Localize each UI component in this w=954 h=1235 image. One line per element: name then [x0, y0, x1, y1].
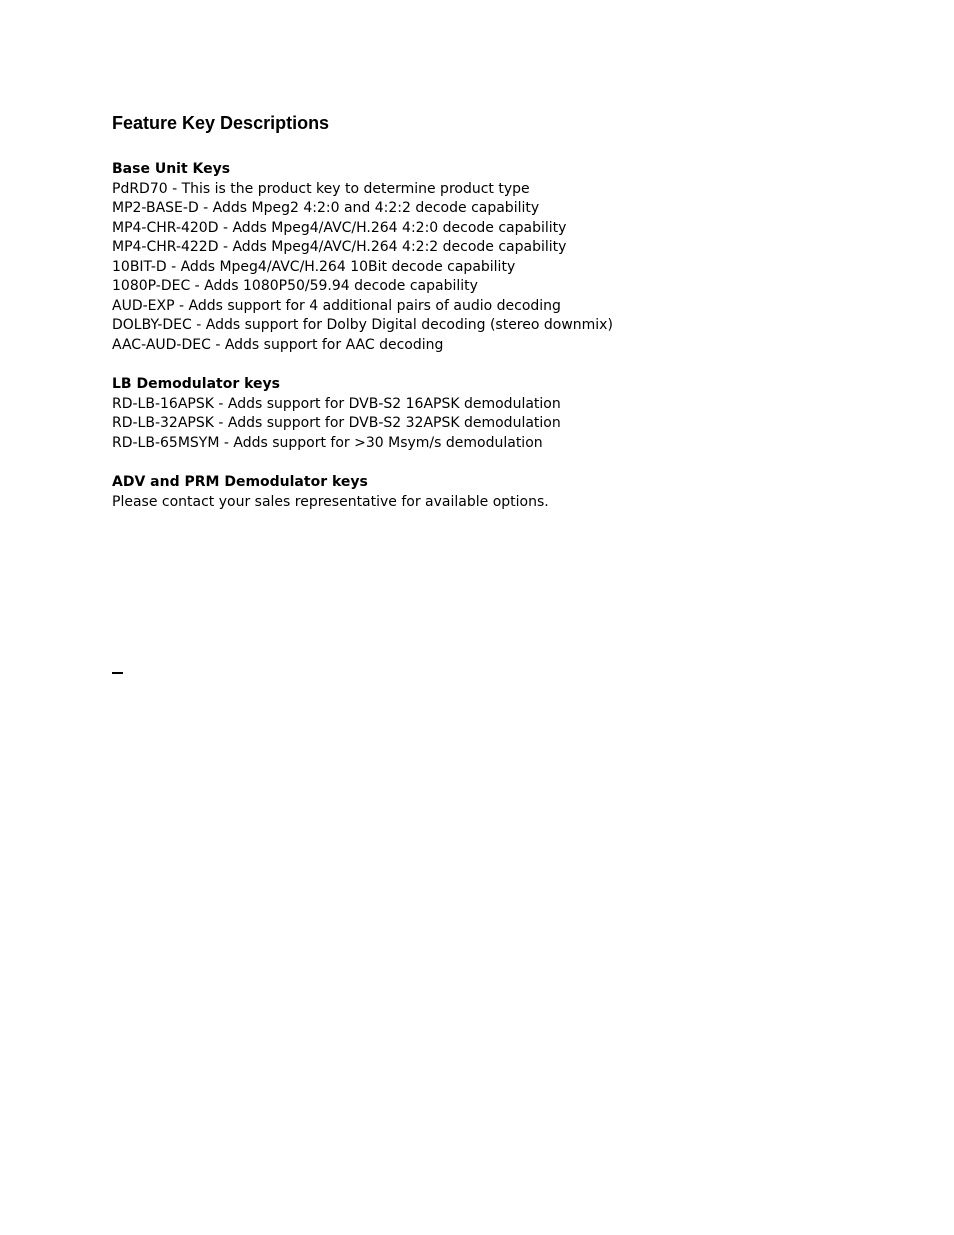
list-item: RD-LB-16APSK - Adds support for DVB-S2 16APSK demodulation: [112, 395, 561, 412]
key-list: [112, 395, 561, 454]
section-heading: LB Demodulator keys: [112, 376, 280, 392]
section-heading: ADV and PRM Demodulator keys: [112, 474, 368, 490]
page-title: Feature Key Descriptions: [112, 113, 330, 133]
list-item: MP4-CHR-420D - Adds Mpeg4/AVC/H.264 4:2:0 decode capability: [112, 219, 567, 236]
section-note: Please contact your sales representative for available options.: [112, 493, 549, 510]
list-item: PdRD70 - This is the product key to determine product type: [112, 180, 530, 197]
list-item: MP4-CHR-422D - Adds Mpeg4/AVC/H.264 4:2:2 decode capability: [112, 239, 567, 255]
list-item: 1080P-DEC - Adds 1080P50/59.94 decode capability: [112, 278, 478, 294]
short-rule: [112, 672, 123, 674]
key-list: [112, 180, 613, 356]
section-heading: Base Unit Keys: [112, 161, 231, 177]
section-lb-demodulator-keys: [112, 375, 561, 453]
section-base-unit-keys: [112, 160, 613, 355]
list-item: MP2-BASE-D - Adds Mpeg2 4:2:0 and 4:2:2 decode capability: [112, 200, 540, 216]
list-item: 10BIT-D - Adds Mpeg4/AVC/H.264 10Bit decode capability: [112, 258, 516, 275]
list-item: RD-LB-65MSYM - Adds support for >30 Msym/s demodulation: [112, 434, 543, 451]
section-adv-prm-demodulator-keys: [112, 473, 549, 512]
list-item: RD-LB-32APSK - Adds support for DVB-S2 32APSK demodulation: [112, 415, 561, 431]
list-item: AUD-EXP - Adds support for 4 additional pairs of audio decoding: [112, 297, 561, 314]
list-item: DOLBY-DEC - Adds support for Dolby Digital decoding (stereo downmix): [112, 317, 613, 333]
list-item: AAC-AUD-DEC - Adds support for AAC decoding: [112, 336, 444, 353]
